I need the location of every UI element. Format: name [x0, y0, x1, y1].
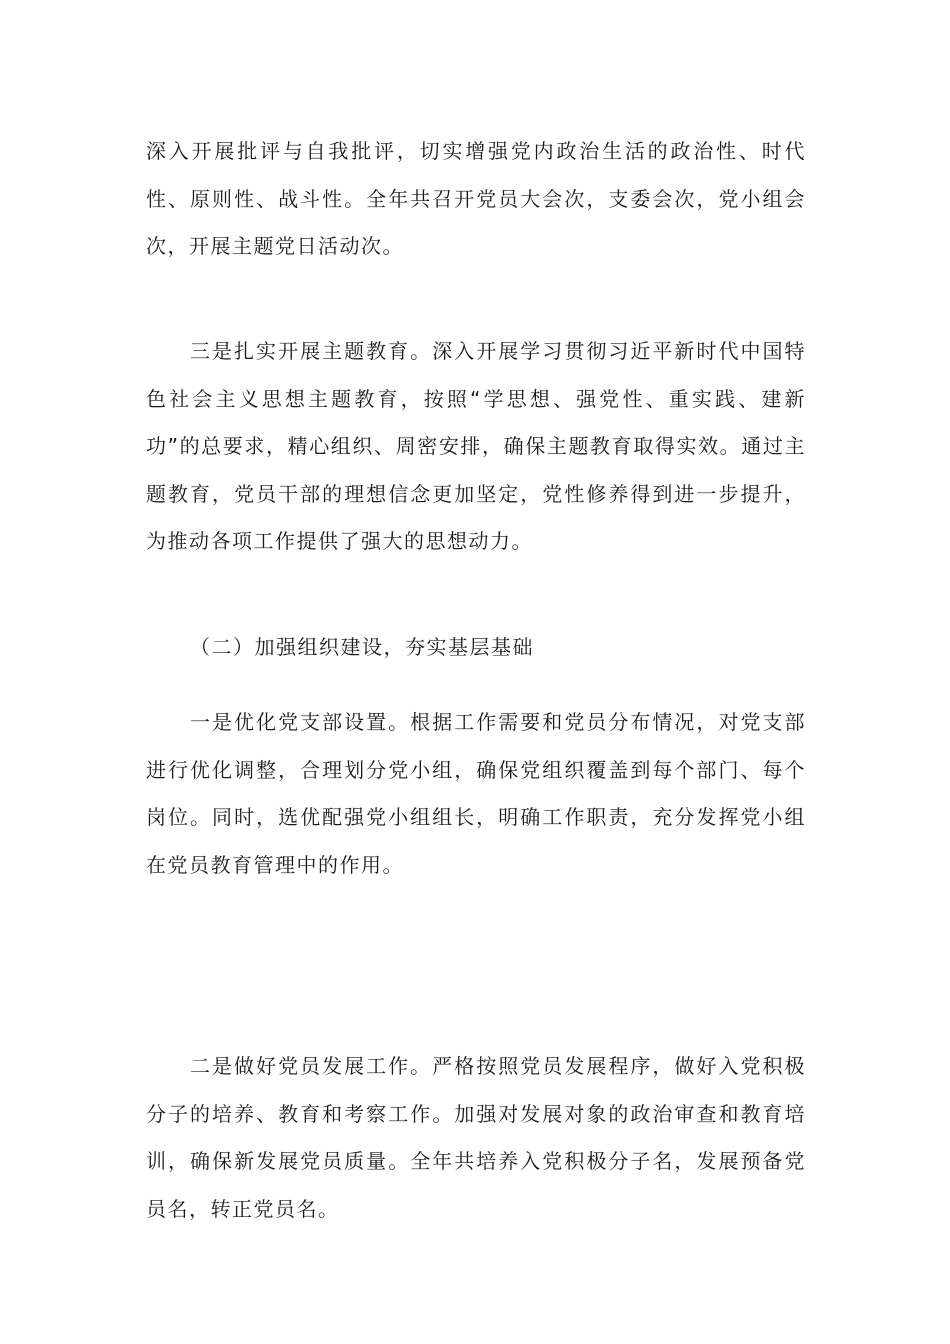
paragraph-criticism: 深入开展批评与自我批评，切实增强党内政治生活的政治性、时代性、原则性、战斗性。全年共召开党员大会次，支委会次，党小组会次，开展主题党日活动次。 [146, 139, 806, 258]
paragraph-branch-setup: 一是优化党支部设置。根据工作需要和党员分布情况，对党支部进行优化调整，合理划分党小组，确保党组织覆盖到每个部门、每个岗位。同时，选优配强党小组组长，明确工作职责，充分发挥党小组在党员教育管理中的作用。 [146, 710, 806, 877]
paragraph-theme-education: 三是扎实开展主题教育。深入开展学习贯彻习近平新时代中国特色社会主义思想主题教育，按照“学思想、强党性、重实践、建新功”的总要求，精心组织、周密安排，确保主题教育取得实效。通过主题教育，党员干部的理想信念更加坚定，党性修养得到进一步提升，为推动各项工作提供了强大的思想动力。 [146, 339, 806, 553]
section-heading: （二）加强组织建设，夯实基层基础 [190, 635, 534, 659]
paragraph-member-development: 二是做好党员发展工作。严格按照党员发展程序，做好入党积极分子的培养、教育和考察工作。加强对发展对象的政治审查和教育培训，确保新发展党员质量。全年共培养入党积极分子名，发展预备党员名，转正党员名。 [146, 1054, 806, 1221]
